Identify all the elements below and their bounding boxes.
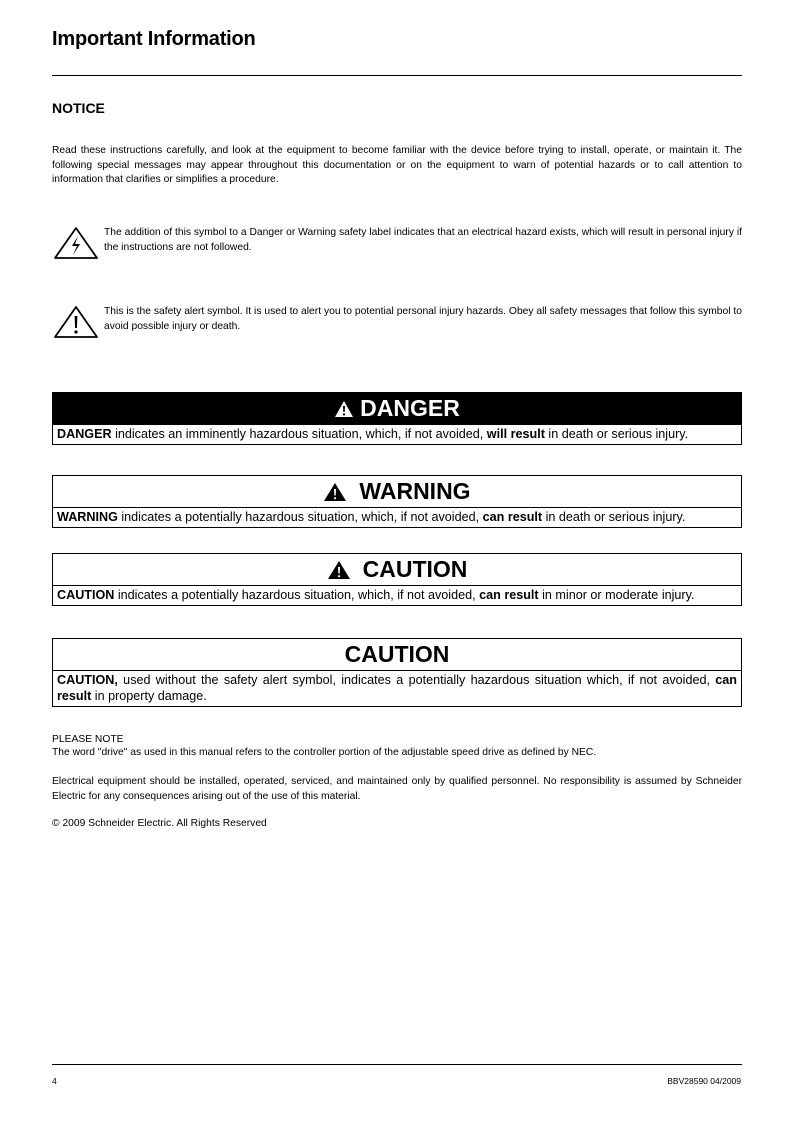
danger-description bbox=[53, 425, 741, 444]
danger-heading: DANGER bbox=[360, 395, 460, 421]
danger-text-end: in death or serious injury. bbox=[544, 427, 689, 441]
notice-heading: NOTICE bbox=[52, 100, 105, 116]
caution-no-symbol-emphasis: can result bbox=[57, 673, 737, 703]
warning-emphasis: can result bbox=[482, 510, 543, 524]
caution-heading: CAUTION bbox=[362, 556, 468, 582]
page-title: Important Information bbox=[52, 28, 256, 50]
danger-header bbox=[53, 393, 741, 425]
caution-message-box bbox=[52, 553, 742, 606]
caution-no-symbol-heading: CAUTION bbox=[344, 641, 450, 667]
warning-alert-icon bbox=[323, 482, 347, 502]
caution-emphasis: can result bbox=[479, 588, 539, 602]
warning-heading: WARNING bbox=[359, 478, 471, 504]
danger-alert-icon bbox=[334, 400, 354, 418]
footer-rule bbox=[52, 1064, 742, 1065]
warning-header bbox=[53, 476, 741, 508]
electrical-symbol-text: The addition of this symbol to a Danger or Warning safety label indicates that an electrical hazard exists, which will result in personal injury if the instructions are not followed. bbox=[104, 227, 742, 253]
caution-term: CAUTION bbox=[57, 588, 115, 602]
caution-no-symbol-text-end: in property damage. bbox=[91, 689, 207, 703]
copyright: © 2009 Schneider Electric. All Rights Reserved bbox=[52, 818, 267, 829]
warning-text: indicates a potentially hazardous situation, which, if not avoided, bbox=[117, 510, 483, 524]
danger-message-box bbox=[52, 392, 742, 445]
caution-no-symbol-header bbox=[53, 639, 741, 671]
danger-term: DANGER bbox=[57, 427, 112, 441]
danger-emphasis: will result bbox=[486, 427, 545, 441]
warning-description bbox=[53, 508, 741, 527]
caution-no-symbol-description bbox=[53, 671, 741, 706]
electrical-hazard-icon bbox=[52, 226, 100, 260]
caution-header bbox=[53, 554, 741, 586]
caution-no-symbol-message-box bbox=[52, 638, 742, 707]
title-rule bbox=[52, 75, 742, 76]
page-number: 4 bbox=[52, 1076, 57, 1086]
drive-note: The word "drive" as used in this manual refers to the controller portion of the adjustable speed drive as defined by NEC. bbox=[52, 747, 597, 758]
warning-message-box bbox=[52, 475, 742, 528]
caution-alert-icon bbox=[327, 560, 351, 580]
caution-description bbox=[53, 586, 741, 605]
please-note-label: PLEASE NOTE bbox=[52, 734, 124, 745]
safety-alert-icon bbox=[52, 305, 100, 339]
warning-term: WARNING bbox=[57, 510, 118, 524]
caution-no-symbol-text: used without the safety alert symbol, indicates a potentially hazardous situation which, if not avoided, bbox=[117, 673, 716, 687]
intro-paragraph: Read these instructions carefully, and look at the equipment to become familiar with the device before trying to install, operate, or maintain it. The following special messages may appear throughout this documentation or on the equipment to warn of potential hazards or to call attention to information that clarifies or simplifies a procedure. bbox=[52, 145, 742, 185]
caution-no-symbol-term: CAUTION, bbox=[57, 673, 118, 687]
document-reference: BBV28590 04/2009 bbox=[667, 1076, 741, 1086]
warning-text-end: in death or serious injury. bbox=[542, 510, 686, 524]
alert-symbol-text: This is the safety alert symbol. It is used to alert you to potential personal injury hazards. Obey all safety messages that follow this symbol to avoid possible injury or death. bbox=[104, 306, 742, 332]
disclaimer: Electrical equipment should be installed, operated, serviced, and maintained only by qualified personnel. No responsibility is assumed by Schneider Electric for any consequences arising out of the use of this material. bbox=[52, 776, 742, 802]
caution-text-end: in minor or moderate injury. bbox=[538, 588, 695, 602]
caution-text: indicates a potentially hazardous situation, which, if not avoided, bbox=[114, 588, 480, 602]
danger-text: indicates an imminently hazardous situation, which, if not avoided, bbox=[111, 427, 487, 441]
